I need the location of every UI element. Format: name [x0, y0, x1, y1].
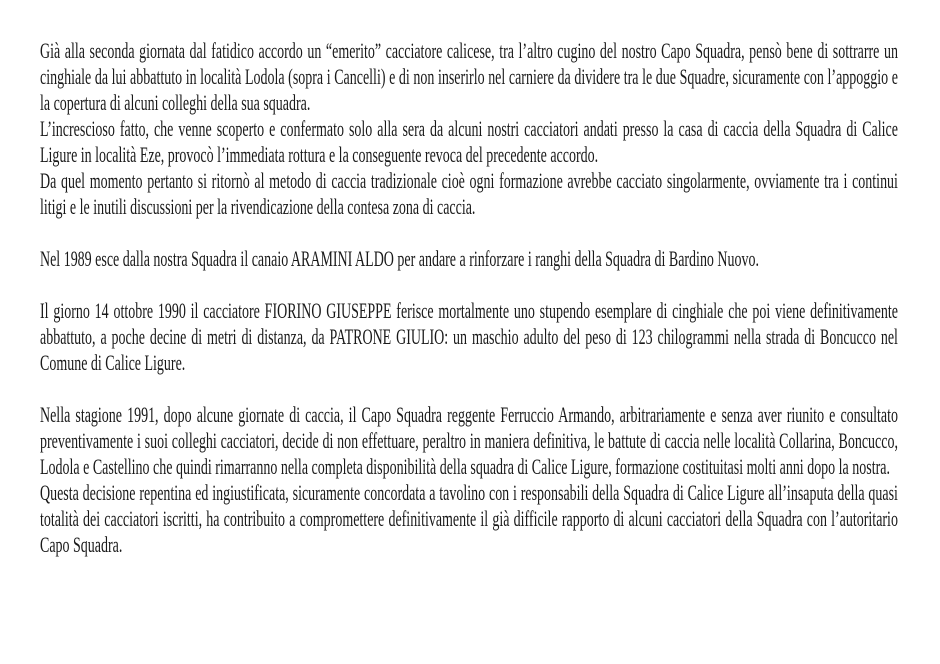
text-section — [40, 246, 898, 272]
paragraph: Da quel momento pertanto si ritornò al metodo di caccia tradizionale cioè ogni formazione avrebbe cacciato singolarmente, ovviamente tra i continui litigi e le inutili discussioni per la rivendicazione della contesa zona di caccia. — [40, 168, 898, 219]
text-section — [40, 402, 898, 558]
paragraph: L’increscioso fatto, che venne scoperto e confermato solo alla sera da alcuni nostri cacciatori andati presso la casa di caccia della Squadra di Calice Ligure in località Eze, provocò l’immediata rottura e la conseguente revoca del precedente accordo. — [40, 116, 898, 167]
paragraph: Già alla seconda giornata dal fatidico accordo un “emerito” cacciatore calicese, tra l’altro cugino del nostro Capo Squadra, pensò bene di sottrarre un cinghiale da lui abbattuto in località Lodola (sopra i Cancelli) e di non inserirlo nel carniere da dividere tra le due Squadre, sicuramente con l’appoggio e la copertura di alcuni colleghi della sua squadra. — [40, 38, 898, 115]
document-body — [40, 38, 898, 558]
paragraph: Nel 1989 esce dalla nostra Squadra il canaio ARAMINI ALDO per andare a rinforzare i ranghi della Squadra di Bardino Nuovo. — [40, 246, 760, 271]
text-section — [40, 298, 898, 376]
text-section — [40, 38, 898, 220]
paragraph: Nella stagione 1991, dopo alcune giornate di caccia, il Capo Squadra reggente Ferruccio Armando, arbitrariamente e senza aver riunito e consultato preventivamente i suoi colleghi cacciatori, decide di non effettuare, peraltro in maniera definitiva, le battute di caccia nelle località Collarina, Boncucco, Lodola e Castellino che quindi rimarranno nella completa disponibilità della squadra di Calice Ligure, formazione costituitasi molti anni dopo la nostra. — [40, 402, 898, 479]
paragraph: Il giorno 14 ottobre 1990 il cacciatore FIORINO GIUSEPPE ferisce mortalmente uno stupendo esemplare di cinghiale che poi viene definitivamente abbattuto, a poche decine di metri di distanza, da PATRONE GIULIO: un maschio adulto del peso di 123 chilogrammi nella strada di Boncucco nel Comune di Calice Ligure. — [40, 298, 898, 375]
paragraph: Questa decisione repentina ed ingiustificata, sicuramente concordata a tavolino con i responsabili della Squadra di Calice Ligure all’insaputa della quasi totalità dei cacciatori iscritti, ha contribuito a compromettere definitivamente il già difficile rapporto di alcuni cacciatori della Squadra con l’autoritario Capo Squadra. — [40, 480, 898, 557]
